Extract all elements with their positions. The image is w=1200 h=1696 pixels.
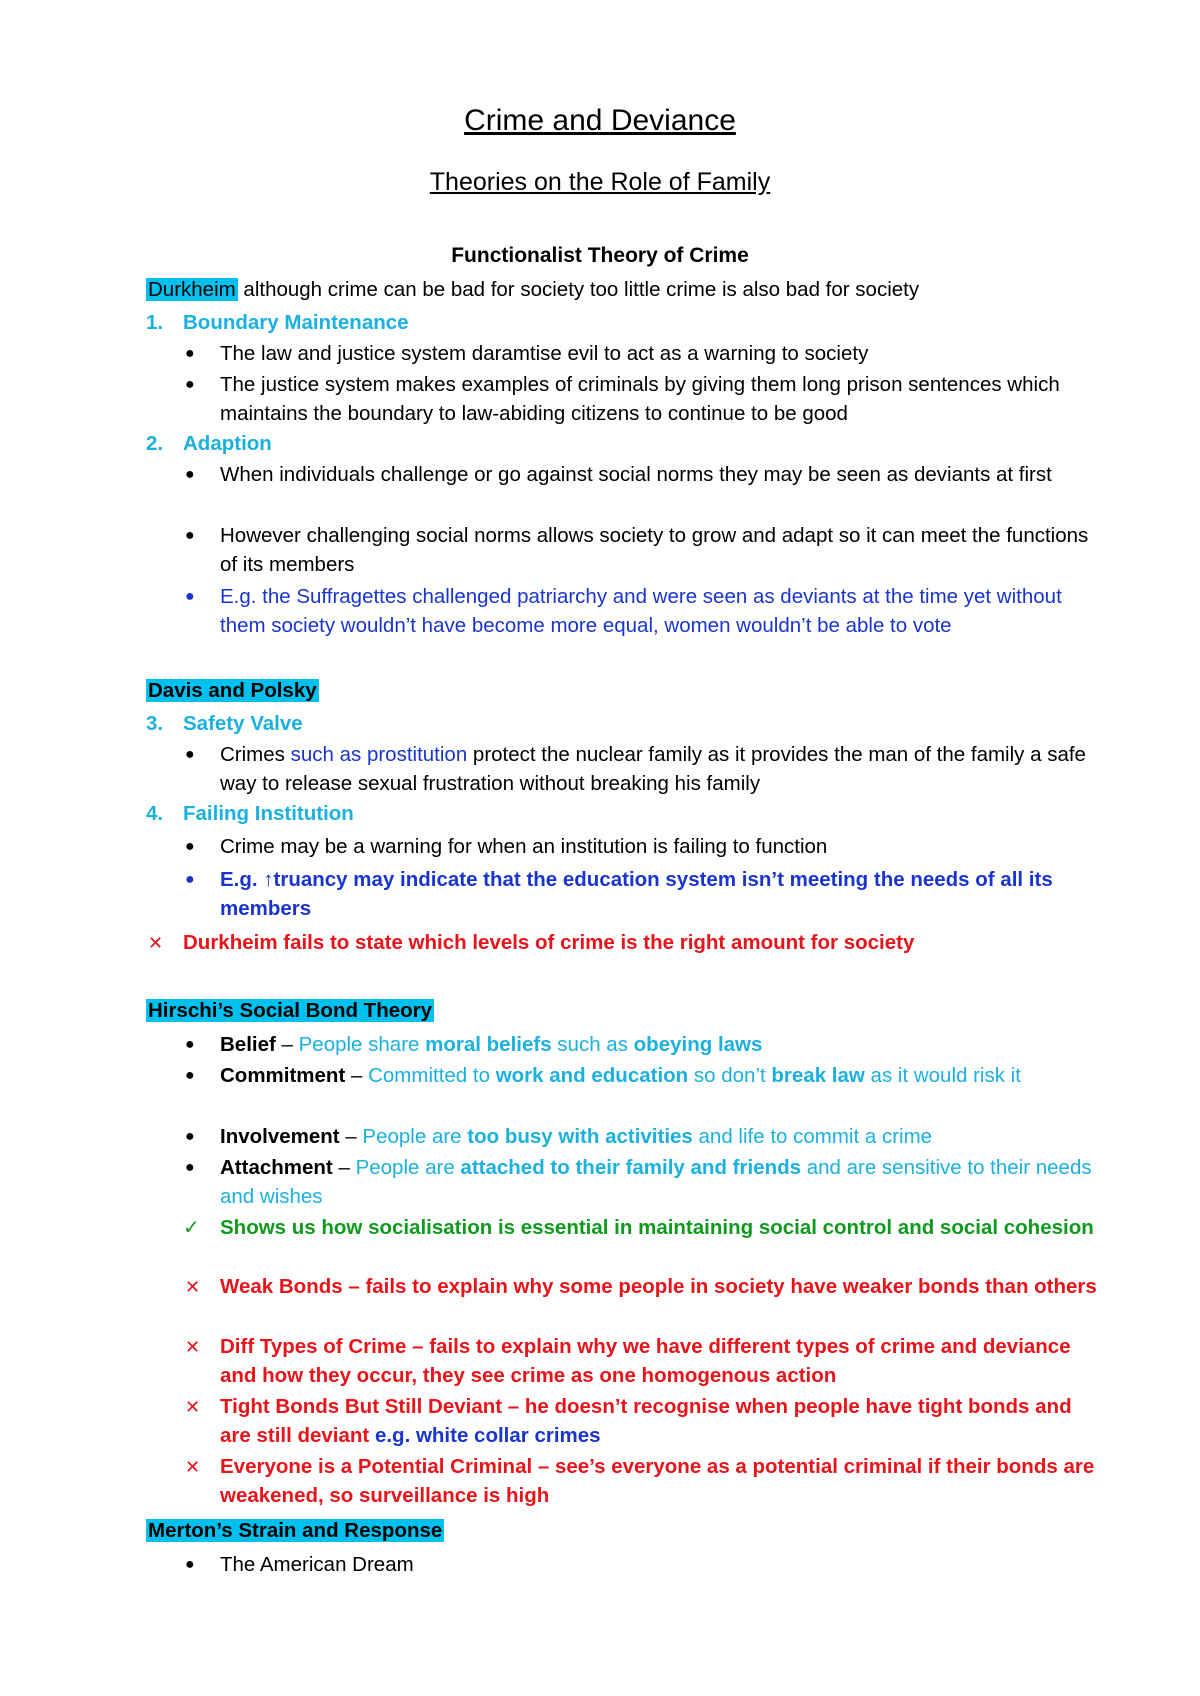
cross-icon: ✕ [185, 1457, 201, 1477]
attachment-text-c: and are sensitive to their needs and wishes [220, 1156, 1092, 1208]
davis-polsky-label: Davis and Polsky [148, 679, 317, 702]
cross-icon: ✕ [185, 1277, 201, 1297]
bullet-icon [185, 866, 195, 894]
merton-label: Merton’s Strain and Response [148, 1519, 443, 1542]
bullet-icon [185, 741, 195, 769]
attachment-text-a: People are [355, 1156, 461, 1179]
list-number: 3. [146, 712, 164, 735]
potential-criminal-criticism: Everyone is a Potential Criminal – see’s everyone as a potential criminal if their bonds are weakened, so surveillance is high [220, 1455, 1095, 1507]
belief-text-a: People share [298, 1033, 426, 1056]
cross-icon: ✕ [148, 933, 164, 953]
bullet-icon [185, 1551, 195, 1579]
hirschi-strength: Shows us how socialisation is essential in maintaining social control and social cohesion [220, 1216, 1094, 1239]
commitment-item [220, 1062, 1100, 1091]
page-title: Crime and Deviance [464, 104, 736, 137]
safety-text-post: protect the nuclear family as it provides the man of the family a safe way to release sexual frustration without breaking his family [220, 743, 1086, 795]
commitment-term: Commitment [220, 1064, 346, 1087]
safety-text-example: such as prostitution [290, 743, 468, 766]
belief-item [220, 1031, 1100, 1060]
attachment-text-b: attached to their family and friends [460, 1156, 802, 1179]
safety-valve-label: Safety Valve [183, 712, 303, 735]
failing-bullet-1: Crime may be a warning for when an institution is failing to function [220, 835, 828, 858]
belief-text-b: moral beliefs [425, 1033, 552, 1056]
bullet-icon [185, 1062, 195, 1090]
bullet-icon [185, 583, 195, 611]
cross-icon: ✕ [185, 1337, 201, 1357]
bullet-icon [185, 1123, 195, 1151]
commitment-text-d: break law [771, 1064, 865, 1087]
hirschi-label: Hirschi’s Social Bond Theory [148, 999, 433, 1022]
durkheim-criticism: Durkheim fails to state which levels of crime is the right amount for society [183, 931, 915, 954]
boundary-bullet-2: The justice system makes examples of criminals by giving them long prison sentences which maintains the boundary to law-abiding citizens to continue to be good [220, 373, 1060, 425]
dash: – [332, 1156, 356, 1179]
weak-bonds-criticism: Weak Bonds – fails to explain why some people in society have weaker bonds than others [220, 1275, 1097, 1298]
functionalist-heading: Functionalist Theory of Crime [451, 244, 749, 267]
belief-term: Belief [220, 1033, 276, 1056]
durkheim-line [146, 276, 919, 304]
dash: – [275, 1033, 299, 1056]
list-number: 4. [146, 802, 164, 825]
durkheim-text: although crime can be bad for society too little crime is also bad for society [237, 278, 920, 301]
involvement-text-a: People are [362, 1125, 468, 1148]
bullet-icon [185, 1154, 195, 1182]
davis-polsky-line [146, 677, 319, 705]
dash: – [339, 1125, 363, 1148]
list-number: 2. [146, 432, 164, 455]
hirschi-line [146, 997, 434, 1025]
adaption-example: E.g. the Suffragettes challenged patriarchy and were seen as deviants at the time yet without them society wouldn’t have become more equal, women wouldn’t be able to vote [220, 585, 1062, 637]
adaption-bullet-1: When individuals challenge or go against social norms they may be seen as deviants at first [220, 463, 1052, 486]
tight-bonds-criticism [220, 1393, 1100, 1450]
bullet-icon [185, 340, 195, 368]
bullet-icon [185, 371, 195, 399]
adaption-bullet-2: However challenging social norms allows society to grow and adapt so it can meet the functions of its members [220, 524, 1089, 576]
bullet-icon [185, 461, 195, 489]
belief-text-c: such as [551, 1033, 634, 1056]
bullet-icon [185, 833, 195, 861]
diff-types-criticism: Diff Types of Crime – fails to explain why we have different types of crime and deviance and how they occur, they see crime as one homogenous action [220, 1335, 1071, 1387]
adaption-label: Adaption [183, 432, 272, 455]
safety-valve-bullet [220, 741, 1100, 798]
bullet-icon [185, 522, 195, 550]
failing-example: E.g. ↑truancy may indicate that the education system isn’t meeting the needs of all its members [220, 868, 1053, 920]
durkheim-label: Durkheim [148, 278, 236, 301]
belief-text-d: obeying laws [633, 1033, 763, 1056]
commitment-text-b: work and education [495, 1064, 689, 1087]
merton-line [146, 1517, 444, 1545]
attachment-term: Attachment [220, 1156, 333, 1179]
involvement-term: Involvement [220, 1125, 340, 1148]
involvement-item [220, 1123, 1100, 1152]
commitment-text-e: as it would risk it [864, 1064, 1021, 1087]
tight-bonds-example: e.g. white collar crimes [374, 1423, 601, 1447]
boundary-bullet-1: The law and justice system daramtise evil to act as a warning to society [220, 342, 869, 365]
cross-icon: ✕ [185, 1397, 201, 1417]
tight-bonds-text: Tight Bonds But Still Deviant – he doesn’t recognise when people have tight bonds and are still deviant [220, 1395, 1072, 1447]
check-icon: ✓ [183, 1217, 200, 1239]
commitment-text-a: Committed to [368, 1064, 496, 1087]
boundary-label: Boundary Maintenance [183, 311, 409, 334]
involvement-text-c: and life to commit a crime [692, 1125, 933, 1148]
attachment-item [220, 1154, 1100, 1211]
page-subtitle: Theories on the Role of Family [429, 168, 771, 196]
bullet-icon [185, 1031, 195, 1059]
failing-institution-label: Failing Institution [183, 802, 354, 825]
involvement-text-b: too busy with activities [467, 1125, 693, 1148]
safety-text-pre: Crimes [220, 743, 291, 766]
merton-bullet-1: The American Dream [220, 1553, 414, 1576]
list-number: 1. [146, 311, 164, 334]
commitment-text-c: so don’t [688, 1064, 772, 1087]
dash: – [345, 1064, 369, 1087]
